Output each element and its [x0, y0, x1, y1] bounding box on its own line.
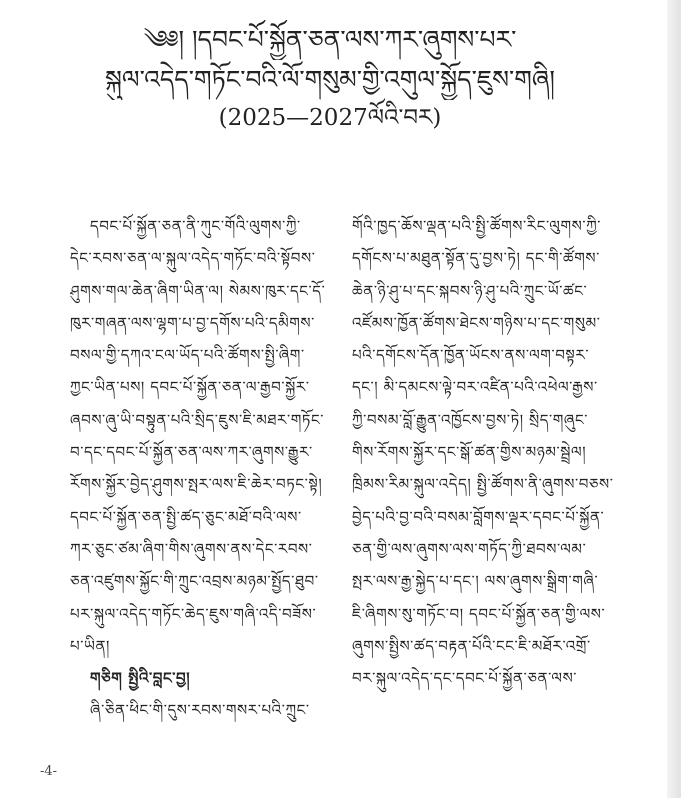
text-line: ཆེན་ཉི་ཤུ་པ་དང་སྐབས་ཉི་ཤུ་པའི་ཀྲུང་ཡོ་ཚང་: [352, 281, 588, 300]
text-line: ཞི་ཅིན་ཕིང་གི་དུས་རབས་གསར་པའི་ཀྲུང་: [90, 701, 310, 720]
text-line: སྤར་ལས་རྒྱ་སྐྱེད་པ་དང་། ལས་ཞུགས་སྒྲིག་གཞི་: [352, 572, 599, 591]
text-line: ཞུགས་སྤྱིས་ཚད་བརྟན་པོའི་ངང་ཇི་མཐོར་འགྲོ་: [352, 636, 591, 655]
text-line: ཅན་འཛུགས་སྐྱོང་གི་ཀྲུང་འབྲས་མཉམ་སྤྱོད་ཐུབ་: [70, 572, 319, 591]
text-line: དང་། མི་དམངས་ལྟེ་བར་འཛིན་པའི་འཕེལ་རྒྱས་: [352, 378, 598, 397]
title-years: (2025—2027ལོའི་བར): [218, 105, 442, 131]
text-line: དགོངས་པ་མཐུན་སྟོན་དུ་བྱས་ཏེ། དང་གི་ཚོགས་: [352, 249, 600, 268]
right-column: [352, 210, 627, 694]
section-heading: གཅིག སྤྱིའི་བླང་བྱ།: [90, 669, 191, 688]
title-line-2: སྐུལ་འདེད་གཏོང་བའི་ལོ་གསུམ་གྱི་འགུལ་སྐྱོད་ཇུས་གཞི།: [105, 65, 555, 94]
text-line: བསལ་གྱི་དཀའ་ངལ་ཡོད་པའི་ཚོགས་སྤྱི་ཞིག་: [70, 346, 305, 365]
text-line: ཀར་ཅུང་ཙམ་ཞིག་གིས་ཞུགས་ནས་དེང་རབས་: [70, 539, 313, 558]
text-line: པའི་དགོངས་དོན་ཁྱོན་ཡོངས་ནས་ལག་བསྟར་: [352, 346, 590, 365]
title-line-1: ༄༅། །དབང་པོ་སྐྱོན་ཅན་ལས་ཀར་ཞུགས་པར་: [143, 25, 517, 54]
text-line: འཛོམས་ཁྱོན་ཚོགས་ཐེངས་གཉིས་པ་དང་གསུམ་: [352, 313, 601, 332]
text-line: དེང་རབས་ཅན་ལ་སྐུལ་འདེད་གཏོང་བའི་སྟོབས་: [70, 249, 316, 268]
text-line: ཁྲིམས་རིམ་སྐུལ་འདེད། སྤྱི་ཚོགས་ནི་ཞུགས་བཅས་: [352, 475, 614, 494]
text-line: པ་ཡིན།: [70, 636, 110, 655]
text-line: བ་དང་དབང་པོ་སྐྱོན་ཅན་ལས་ཀར་ཞུགས་རྒྱུར་: [70, 443, 313, 462]
text-line: ཀྱི་བསམ་བློ་རྒྱུན་འཁྱོངས་བྱས་ཏེ། སྲིད་གཞུང་: [352, 410, 589, 429]
text-line: གིས་རོགས་སྐྱོར་དང་སྒོ་ཚན་གྱིས་མཉམ་སྦྲེལ།: [352, 443, 587, 462]
text-line: ཞབས་ཞུ་ཡི་བསྟུན་པའི་སྲིད་ཇུས་ཇི་མཐར་གཏོང་: [70, 410, 324, 429]
text-line: རོགས་སྐྱོར་བྱེད་ཤུགས་སྤར་ལས་ཇི་ཆེར་བཏང་སྟེ།: [70, 475, 323, 494]
text-line: ཀྱང་ཡིན་པས། དབང་པོ་སྐྱོན་ཅན་ལ་རྒྱབ་སྐྱོར་: [70, 378, 310, 397]
page-number: -4-: [40, 764, 58, 779]
text-line: བྱེད་པའི་བྱ་བའི་བསམ་བློགས་ལྡར་དབང་པོ་སྐྱོན་: [352, 507, 605, 526]
text-line: ཤུགས་གལ་ཆེན་ཞིག་ཡིན་ལ། སེམས་ཁུར་དང་དོ་: [70, 281, 326, 300]
text-line: ཅན་གྱི་ལས་ཞུགས་ལས་གཏོད་ཀྱི་ཐབས་ལམ་: [352, 539, 587, 558]
text-line: ཁུར་གཞན་ལས་ལྷག་པ་བྱ་དགོས་པའི་དམིགས་: [70, 313, 315, 332]
text-line: པར་སྐུལ་འདེད་གཏོང་ཆེད་ཇུས་གཞི་འདི་བཟོས་: [70, 604, 317, 623]
text-line: དབང་པོ་སྐྱོན་ཅན་ནི་ཀུང་གོའི་ལུགས་ཀྱི་: [90, 217, 301, 235]
text-line: བར་སྐུལ་འདེད་དང་དབང་པོ་སྐྱོན་ཅན་ལས་: [352, 669, 578, 688]
text-line: གོའི་ཁྱད་ཆོས་ལྡན་པའི་སྤྱི་ཚོགས་རིང་ལུགས་ཀྱི་: [352, 217, 601, 235]
page-edge-shadow: [667, 0, 681, 798]
document-title: [0, 20, 660, 136]
text-line: ཇི་ཞིགས་སུ་གཏོང་བ། དབང་པོ་སྐྱོན་ཅན་གྱི་ལས་: [352, 604, 606, 623]
text-line: དབང་པོ་སྐྱོན་ཅན་སྤྱི་ཚད་ཅུང་མཐོ་བའི་ལས་: [70, 507, 302, 526]
left-column: [70, 210, 345, 727]
